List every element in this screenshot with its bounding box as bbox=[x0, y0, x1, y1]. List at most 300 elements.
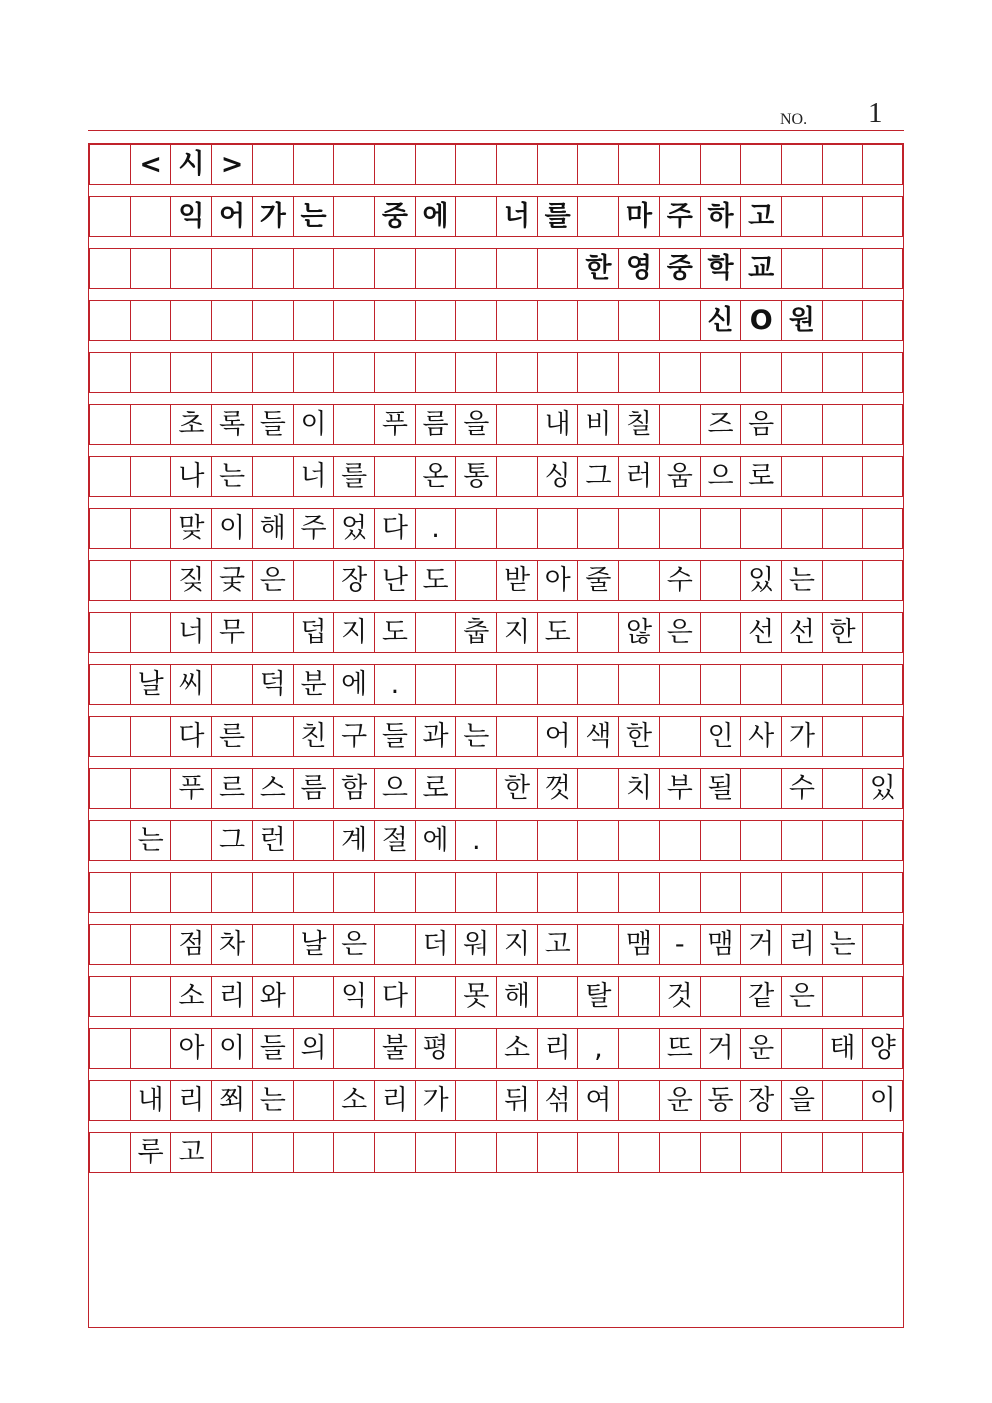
manuscript-cell: 거 bbox=[740, 924, 781, 965]
manuscript-cell bbox=[130, 768, 171, 809]
manuscript-cell: 너 bbox=[170, 612, 211, 653]
manuscript-row bbox=[89, 508, 903, 549]
manuscript-cell bbox=[89, 820, 130, 861]
manuscript-cell bbox=[740, 1132, 781, 1173]
manuscript-cell: 춥 bbox=[455, 612, 496, 653]
manuscript-cell: 한 bbox=[577, 248, 618, 289]
manuscript-cell bbox=[700, 1132, 741, 1173]
manuscript-cell bbox=[822, 508, 863, 549]
manuscript-cell: 초 bbox=[170, 404, 211, 445]
manuscript-cell: 받 bbox=[496, 560, 537, 601]
manuscript-cell bbox=[700, 612, 741, 653]
manuscript-grid bbox=[88, 143, 904, 1328]
manuscript-cell: 함 bbox=[333, 768, 374, 809]
manuscript-cell: 로 bbox=[740, 456, 781, 497]
manuscript-cell: . bbox=[374, 664, 415, 705]
manuscript-cell bbox=[89, 404, 130, 445]
manuscript-cell bbox=[822, 664, 863, 705]
manuscript-cell: 하 bbox=[700, 196, 741, 237]
manuscript-cell bbox=[822, 1132, 863, 1173]
manuscript-cell: 리 bbox=[170, 1080, 211, 1121]
manuscript-cell bbox=[537, 1132, 578, 1173]
manuscript-cell: 쬐 bbox=[211, 1080, 252, 1121]
manuscript-cell bbox=[333, 300, 374, 341]
manuscript-cell: 리 bbox=[211, 976, 252, 1017]
manuscript-cell: 너 bbox=[496, 196, 537, 237]
manuscript-cell bbox=[374, 144, 415, 185]
manuscript-cell: 이 bbox=[862, 1080, 903, 1121]
manuscript-cell: 리 bbox=[537, 1028, 578, 1069]
manuscript-cell bbox=[130, 1028, 171, 1069]
manuscript-cell bbox=[781, 820, 822, 861]
manuscript-row bbox=[89, 612, 903, 653]
manuscript-cell: 맴 bbox=[618, 924, 659, 965]
manuscript-cell: 덥 bbox=[293, 612, 334, 653]
manuscript-row bbox=[89, 352, 903, 393]
manuscript-cell: 은 bbox=[252, 560, 293, 601]
manuscript-cell: 는 bbox=[293, 196, 334, 237]
manuscript-cell bbox=[89, 196, 130, 237]
manuscript-cell bbox=[781, 456, 822, 497]
manuscript-cell bbox=[618, 872, 659, 913]
manuscript-row bbox=[89, 1028, 903, 1069]
manuscript-cell: 사 bbox=[740, 716, 781, 757]
manuscript-cell: 있 bbox=[740, 560, 781, 601]
manuscript-cell: 에 bbox=[415, 820, 456, 861]
manuscript-cell bbox=[537, 300, 578, 341]
manuscript-cell bbox=[618, 1132, 659, 1173]
manuscript-cell bbox=[577, 352, 618, 393]
manuscript-cell bbox=[618, 508, 659, 549]
manuscript-cell bbox=[89, 1132, 130, 1173]
manuscript-cell bbox=[781, 872, 822, 913]
header-rule bbox=[88, 130, 904, 131]
manuscript-cell: 수 bbox=[659, 560, 700, 601]
manuscript-cell: 리 bbox=[781, 924, 822, 965]
manuscript-cell bbox=[577, 768, 618, 809]
manuscript-cell: 절 bbox=[374, 820, 415, 861]
manuscript-cell: 리 bbox=[374, 1080, 415, 1121]
manuscript-cell bbox=[781, 1132, 822, 1173]
manuscript-cell bbox=[130, 716, 171, 757]
manuscript-cell bbox=[862, 716, 903, 757]
manuscript-cell bbox=[89, 300, 130, 341]
manuscript-cell bbox=[130, 508, 171, 549]
manuscript-cell bbox=[89, 664, 130, 705]
manuscript-cell bbox=[455, 560, 496, 601]
manuscript-cell: 로 bbox=[415, 768, 456, 809]
manuscript-cell: 과 bbox=[415, 716, 456, 757]
manuscript-cell bbox=[252, 716, 293, 757]
manuscript-cell: 평 bbox=[415, 1028, 456, 1069]
manuscript-cell: 도 bbox=[537, 612, 578, 653]
manuscript-cell: 짖 bbox=[170, 560, 211, 601]
manuscript-cell bbox=[496, 352, 537, 393]
manuscript-cell: 선 bbox=[781, 612, 822, 653]
manuscript-cell: 덕 bbox=[252, 664, 293, 705]
manuscript-cell bbox=[781, 248, 822, 289]
manuscript-cell: 에 bbox=[333, 664, 374, 705]
manuscript-cell bbox=[822, 456, 863, 497]
manuscript-cell bbox=[659, 144, 700, 185]
manuscript-cell bbox=[781, 196, 822, 237]
manuscript-cell: - bbox=[659, 924, 700, 965]
manuscript-cell bbox=[659, 508, 700, 549]
manuscript-row bbox=[89, 664, 903, 705]
manuscript-cell: 너 bbox=[293, 456, 334, 497]
manuscript-cell: 내 bbox=[130, 1080, 171, 1121]
manuscript-cell bbox=[211, 872, 252, 913]
manuscript-cell: 섞 bbox=[537, 1080, 578, 1121]
manuscript-cell: 움 bbox=[659, 456, 700, 497]
manuscript-cell: 계 bbox=[333, 820, 374, 861]
manuscript-cell: 줄 bbox=[577, 560, 618, 601]
manuscript-cell: 르 bbox=[211, 768, 252, 809]
manuscript-cell bbox=[455, 872, 496, 913]
manuscript-cell bbox=[537, 820, 578, 861]
manuscript-cell: 루 bbox=[130, 1132, 171, 1173]
manuscript-cell bbox=[496, 820, 537, 861]
manuscript-cell bbox=[333, 1028, 374, 1069]
manuscript-cell: 가 bbox=[781, 716, 822, 757]
manuscript-cell bbox=[89, 612, 130, 653]
manuscript-cell: 것 bbox=[659, 976, 700, 1017]
manuscript-cell bbox=[455, 664, 496, 705]
manuscript-cell bbox=[374, 300, 415, 341]
manuscript-cell: 칠 bbox=[618, 404, 659, 445]
manuscript-cell: 이 bbox=[293, 404, 334, 445]
manuscript-cell: . bbox=[415, 508, 456, 549]
manuscript-cell: 있 bbox=[862, 768, 903, 809]
manuscript-cell bbox=[537, 664, 578, 705]
manuscript-cell bbox=[862, 248, 903, 289]
manuscript-cell bbox=[537, 352, 578, 393]
manuscript-cell: 가 bbox=[415, 1080, 456, 1121]
manuscript-row bbox=[89, 976, 903, 1017]
manuscript-cell: 치 bbox=[618, 768, 659, 809]
manuscript-cell bbox=[333, 196, 374, 237]
manuscript-cell: 에 bbox=[415, 196, 456, 237]
manuscript-cell: 이 bbox=[211, 1028, 252, 1069]
manuscript-cell: 중 bbox=[659, 248, 700, 289]
manuscript-cell bbox=[577, 196, 618, 237]
manuscript-cell bbox=[537, 248, 578, 289]
manuscript-cell: . bbox=[455, 820, 496, 861]
manuscript-cell: 익 bbox=[170, 196, 211, 237]
manuscript-cell bbox=[496, 300, 537, 341]
manuscript-row bbox=[89, 768, 903, 809]
manuscript-cell: 는 bbox=[211, 456, 252, 497]
manuscript-cell bbox=[740, 872, 781, 913]
manuscript-cell: 않 bbox=[618, 612, 659, 653]
manuscript-cell: 른 bbox=[211, 716, 252, 757]
manuscript-cell: 같 bbox=[740, 976, 781, 1017]
manuscript-cell bbox=[252, 248, 293, 289]
manuscript-cell: 수 bbox=[781, 768, 822, 809]
manuscript-cell: 아 bbox=[170, 1028, 211, 1069]
manuscript-cell bbox=[130, 404, 171, 445]
manuscript-cell bbox=[415, 664, 456, 705]
manuscript-cell bbox=[496, 664, 537, 705]
manuscript-cell bbox=[130, 196, 171, 237]
manuscript-cell: 그 bbox=[577, 456, 618, 497]
manuscript-cell: 구 bbox=[333, 716, 374, 757]
manuscript-cell bbox=[577, 664, 618, 705]
manuscript-cell: 불 bbox=[374, 1028, 415, 1069]
manuscript-cell bbox=[862, 820, 903, 861]
manuscript-cell bbox=[415, 612, 456, 653]
manuscript-cell bbox=[293, 820, 334, 861]
manuscript-cell: 고 bbox=[537, 924, 578, 965]
manuscript-cell: 어 bbox=[211, 196, 252, 237]
manuscript-cell bbox=[89, 924, 130, 965]
manuscript-cell bbox=[252, 144, 293, 185]
manuscript-cell bbox=[496, 404, 537, 445]
manuscript-cell bbox=[862, 1132, 903, 1173]
manuscript-cell: 동 bbox=[700, 1080, 741, 1121]
manuscript-row bbox=[89, 872, 903, 913]
manuscript-cell bbox=[740, 820, 781, 861]
manuscript-row bbox=[89, 196, 903, 237]
manuscript-cell bbox=[211, 352, 252, 393]
manuscript-cell: 아 bbox=[537, 560, 578, 601]
manuscript-cell: 들 bbox=[252, 404, 293, 445]
manuscript-cell: 름 bbox=[293, 768, 334, 809]
manuscript-cell bbox=[822, 404, 863, 445]
manuscript-cell bbox=[862, 612, 903, 653]
manuscript-cell bbox=[374, 352, 415, 393]
manuscript-cell bbox=[700, 872, 741, 913]
manuscript-cell bbox=[618, 664, 659, 705]
manuscript-cell bbox=[293, 300, 334, 341]
manuscript-cell: 거 bbox=[700, 1028, 741, 1069]
manuscript-cell bbox=[374, 456, 415, 497]
manuscript-cell: 무 bbox=[211, 612, 252, 653]
manuscript-cell: 푸 bbox=[170, 768, 211, 809]
manuscript-cell: 분 bbox=[293, 664, 334, 705]
manuscript-cell bbox=[862, 196, 903, 237]
manuscript-cell bbox=[415, 248, 456, 289]
manuscript-cell bbox=[170, 352, 211, 393]
manuscript-cell: 도 bbox=[415, 560, 456, 601]
manuscript-cell bbox=[252, 872, 293, 913]
manuscript-cell bbox=[89, 872, 130, 913]
manuscript-cell: 양 bbox=[862, 1028, 903, 1069]
manuscript-cell: 맞 bbox=[170, 508, 211, 549]
manuscript-cell: 장 bbox=[333, 560, 374, 601]
manuscript-cell: 온 bbox=[415, 456, 456, 497]
manuscript-cell: 런 bbox=[252, 820, 293, 861]
manuscript-cell bbox=[293, 248, 334, 289]
manuscript-cell bbox=[577, 612, 618, 653]
manuscript-cell: 더 bbox=[415, 924, 456, 965]
manuscript-cell bbox=[781, 1028, 822, 1069]
manuscript-cell bbox=[252, 456, 293, 497]
manuscript-cell: 즈 bbox=[700, 404, 741, 445]
manuscript-cell bbox=[211, 664, 252, 705]
manuscript-cell bbox=[455, 508, 496, 549]
manuscript-cell: 비 bbox=[577, 404, 618, 445]
manuscript-cell: 는 bbox=[822, 924, 863, 965]
manuscript-cell: 을 bbox=[781, 1080, 822, 1121]
manuscript-cell: 난 bbox=[374, 560, 415, 601]
manuscript-cell bbox=[496, 872, 537, 913]
manuscript-cell bbox=[89, 1028, 130, 1069]
manuscript-cell bbox=[781, 352, 822, 393]
manuscript-cell bbox=[862, 404, 903, 445]
manuscript-cell bbox=[89, 560, 130, 601]
manuscript-cell bbox=[333, 404, 374, 445]
manuscript-cell: 고 bbox=[170, 1132, 211, 1173]
manuscript-cell bbox=[211, 300, 252, 341]
manuscript-cell bbox=[822, 248, 863, 289]
manuscript-cell bbox=[293, 560, 334, 601]
manuscript-cell: 인 bbox=[700, 716, 741, 757]
manuscript-cell: 껏 bbox=[537, 768, 578, 809]
manuscript-cell bbox=[577, 924, 618, 965]
manuscript-cell bbox=[130, 300, 171, 341]
manuscript-cell: 못 bbox=[455, 976, 496, 1017]
manuscript-cell bbox=[415, 976, 456, 1017]
manuscript-cell bbox=[862, 508, 903, 549]
manuscript-cell bbox=[170, 248, 211, 289]
manuscript-cell bbox=[293, 976, 334, 1017]
manuscript-cell bbox=[333, 248, 374, 289]
manuscript-cell: 태 bbox=[822, 1028, 863, 1069]
manuscript-cell bbox=[822, 300, 863, 341]
manuscript-row bbox=[89, 1080, 903, 1121]
manuscript-cell: 었 bbox=[333, 508, 374, 549]
manuscript-cell bbox=[170, 820, 211, 861]
manuscript-cell bbox=[333, 1132, 374, 1173]
manuscript-cell: 고 bbox=[740, 196, 781, 237]
manuscript-cell: 나 bbox=[170, 456, 211, 497]
manuscript-cell bbox=[496, 248, 537, 289]
manuscript-row bbox=[89, 560, 903, 601]
manuscript-cell bbox=[700, 144, 741, 185]
manuscript-cell: 신 bbox=[700, 300, 741, 341]
manuscript-cell bbox=[415, 300, 456, 341]
manuscript-cell: 푸 bbox=[374, 404, 415, 445]
manuscript-cell: 는 bbox=[130, 820, 171, 861]
manuscript-cell bbox=[781, 664, 822, 705]
manuscript-cell: 러 bbox=[618, 456, 659, 497]
manuscript-cell: O bbox=[740, 300, 781, 341]
manuscript-cell bbox=[89, 248, 130, 289]
manuscript-cell bbox=[496, 144, 537, 185]
manuscript-cell: 점 bbox=[170, 924, 211, 965]
manuscript-cell: 날 bbox=[293, 924, 334, 965]
manuscript-cell: 지 bbox=[496, 612, 537, 653]
manuscript-cell: 은 bbox=[659, 612, 700, 653]
manuscript-cell bbox=[618, 820, 659, 861]
manuscript-cell bbox=[700, 820, 741, 861]
manuscript-cell bbox=[862, 144, 903, 185]
manuscript-cell: 소 bbox=[496, 1028, 537, 1069]
manuscript-cell bbox=[781, 508, 822, 549]
manuscript-cell bbox=[822, 716, 863, 757]
page-number-value: 1 bbox=[868, 97, 883, 129]
manuscript-cell: 는 bbox=[252, 1080, 293, 1121]
manuscript-cell bbox=[293, 144, 334, 185]
manuscript-cell: 들 bbox=[252, 1028, 293, 1069]
page-number-label: NO. bbox=[780, 111, 808, 128]
manuscript-cell bbox=[130, 612, 171, 653]
manuscript-cell bbox=[659, 664, 700, 705]
manuscript-cell bbox=[130, 352, 171, 393]
manuscript-cell: 학 bbox=[700, 248, 741, 289]
manuscript-cell bbox=[293, 1080, 334, 1121]
manuscript-cell bbox=[537, 976, 578, 1017]
manuscript-cell: 중 bbox=[374, 196, 415, 237]
manuscript-cell: 도 bbox=[374, 612, 415, 653]
manuscript-cell: 를 bbox=[333, 456, 374, 497]
manuscript-cell bbox=[455, 300, 496, 341]
manuscript-cell bbox=[862, 924, 903, 965]
manuscript-cell: 의 bbox=[293, 1028, 334, 1069]
manuscript-cell bbox=[89, 456, 130, 497]
manuscript-cell: 워 bbox=[455, 924, 496, 965]
manuscript-cell: 시 bbox=[170, 144, 211, 185]
manuscript-cell: 마 bbox=[618, 196, 659, 237]
manuscript-cell: 운 bbox=[659, 1080, 700, 1121]
manuscript-cell bbox=[333, 144, 374, 185]
manuscript-cell: 탈 bbox=[577, 976, 618, 1017]
manuscript-cell bbox=[862, 300, 903, 341]
manuscript-cell: 궂 bbox=[211, 560, 252, 601]
manuscript-cell: 한 bbox=[618, 716, 659, 757]
manuscript-cell: 영 bbox=[618, 248, 659, 289]
manuscript-cell: 은 bbox=[333, 924, 374, 965]
manuscript-cell: 들 bbox=[374, 716, 415, 757]
manuscript-row bbox=[89, 144, 903, 185]
manuscript-cell bbox=[455, 1132, 496, 1173]
manuscript-cell: 내 bbox=[537, 404, 578, 445]
manuscript-cell bbox=[700, 352, 741, 393]
manuscript-cell bbox=[618, 352, 659, 393]
manuscript-cell bbox=[822, 144, 863, 185]
manuscript-cell bbox=[89, 508, 130, 549]
manuscript-cell: 선 bbox=[740, 612, 781, 653]
manuscript-cell bbox=[130, 872, 171, 913]
manuscript-cell bbox=[862, 664, 903, 705]
manuscript-row bbox=[89, 456, 903, 497]
manuscript-cell bbox=[618, 560, 659, 601]
manuscript-cell bbox=[618, 1080, 659, 1121]
manuscript-cell bbox=[700, 508, 741, 549]
manuscript-cell bbox=[415, 1132, 456, 1173]
manuscript-cell: 날 bbox=[130, 664, 171, 705]
manuscript-cell bbox=[618, 1028, 659, 1069]
manuscript-cell bbox=[89, 976, 130, 1017]
manuscript-cell bbox=[170, 300, 211, 341]
manuscript-cell bbox=[659, 404, 700, 445]
manuscript-cell bbox=[822, 196, 863, 237]
manuscript-cell bbox=[577, 820, 618, 861]
manuscript-cell: 와 bbox=[252, 976, 293, 1017]
manuscript-cell: 지 bbox=[496, 924, 537, 965]
manuscript-cell: 통 bbox=[455, 456, 496, 497]
manuscript-cell bbox=[455, 248, 496, 289]
manuscript-cell bbox=[293, 352, 334, 393]
manuscript-cell bbox=[455, 768, 496, 809]
manuscript-cell bbox=[130, 924, 171, 965]
manuscript-cell bbox=[252, 924, 293, 965]
manuscript-cell: 으 bbox=[374, 768, 415, 809]
manuscript-cell bbox=[293, 872, 334, 913]
manuscript-cell bbox=[740, 768, 781, 809]
manuscript-cell: 으 bbox=[700, 456, 741, 497]
